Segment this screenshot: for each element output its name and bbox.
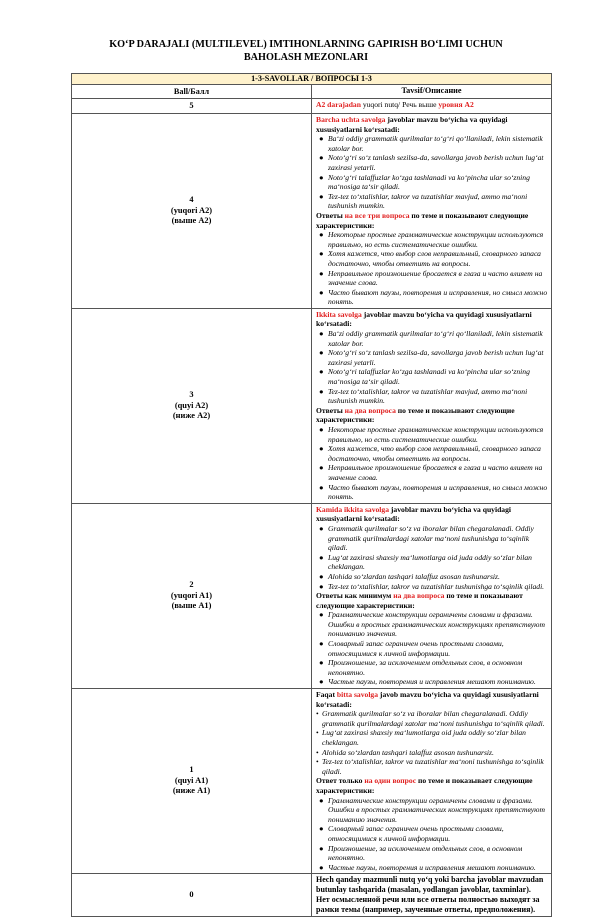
criterion-text: Произношение, за исключением отдельных слов, в основном непонятно. — [328, 843, 523, 863]
bullet-icon: ● — [319, 482, 324, 492]
score-value: 1 — [189, 765, 194, 775]
criterion-uz — [316, 553, 548, 572]
criterion-text: Alohida soʻzlardan tashqari talaffuz asosan tushunarsiz. — [328, 571, 500, 581]
criterion-text-ru: Нет осмысленной речи или все ответы полностью выходят за рамки темы (например, заученные ответы, предположения). — [316, 895, 540, 915]
criterion-uz — [316, 173, 548, 192]
criterion-uz — [316, 387, 548, 406]
criterion-text: Хотя кажется, что выбор слов неправильный, словарного запаса достаточно, чтобы ответить на вопросы. — [328, 249, 541, 268]
criterion-text: Произношение, за исключением отдельных слов, в основном непонятно. — [328, 658, 523, 677]
criteria-heading-ru — [316, 591, 548, 610]
score-row-1 — [72, 689, 552, 874]
score-5-description — [312, 99, 552, 114]
criteria-heading-ru — [316, 776, 548, 795]
bullet-icon: ● — [319, 425, 324, 434]
criterion-text: Tez-tez toʻxtalishlar, takror va tuzatishlar maʻnoni tushunishga toʻsqinlik qiladi. — [322, 757, 544, 776]
question-count-uz: bitta savolga — [336, 690, 379, 700]
question-count-ru: на один вопрос — [364, 776, 417, 786]
questions-band: 1-3-SAVOLLAR / ВОПРОСЫ 1-3 — [72, 74, 552, 85]
criterion-text: Alohida soʻzlardan tashqari talaffuz asosan tushunarsiz. — [322, 747, 494, 757]
criterion-text: Lugʻat zaxirasi shaxsiy maʻlumotlarga oid juda oddiy soʻzlar bilan cheklangan. — [322, 728, 526, 747]
criterion-ru — [316, 863, 548, 873]
criterion-uz — [316, 329, 548, 348]
score-2-description — [312, 503, 552, 688]
question-count-ru: на все три вопроса — [344, 210, 410, 220]
criterion-text: Notoʻgʻri soʻz tanlash sezilsa-da, savollarga javob berish uchun lugʻat zaxirasi yetarli. — [328, 153, 544, 172]
criterion-text: Частые паузы, повторения и исправления мешают пониманию. — [328, 862, 536, 872]
heading-rest: по теме и показывают следующие характеристики: — [316, 210, 529, 230]
score-0-description — [312, 874, 552, 917]
score-level-uz: (yuqori A1) — [170, 590, 213, 600]
criterion-text: Notoʻgʻri soʻz tanlash sezilsa-da, savollarga javob berish uchun lugʻat zaxirasi yetarli. — [328, 348, 544, 367]
criterion-ru — [316, 610, 548, 639]
bullet-icon: ● — [319, 268, 324, 278]
document-title — [0, 38, 612, 64]
score-row-3 — [72, 308, 552, 503]
bullet-icon: ● — [319, 552, 324, 562]
bullet-icon: ● — [319, 348, 324, 358]
bullet-icon: ● — [319, 571, 324, 581]
criterion-ru — [316, 288, 548, 307]
heading-rest: javob mavzu boʻyicha va quyidagi xususiyatlarni koʻrsatadi: — [316, 690, 539, 709]
heading-rest: по теме и показывает следующие характеристики: — [316, 776, 533, 795]
criterion-uz — [316, 748, 548, 758]
bullet-icon: ● — [319, 191, 324, 201]
heading-rest: по теме и показывают следующие характеристики: — [316, 591, 523, 610]
heading-rest: javoblar mavzu boʻyicha va quyidagi xususiyatlarni koʻrsatadi: — [316, 115, 508, 134]
level-text: yuqori nutq/ Речь выше — [360, 100, 439, 109]
score-level-uz: (yuqori A2) — [170, 205, 213, 215]
criterion-text: Некоторые простые грамматические конструкции используются правильно, но есть систематические ошибки. — [328, 230, 544, 249]
bullet-icon: ● — [319, 581, 324, 591]
column-header-description: Tavsif/Описание — [312, 85, 552, 99]
score-level-ru: (ниже A1) — [172, 786, 211, 796]
bullet-icon: ● — [319, 677, 324, 687]
criteria-heading-uz — [316, 690, 548, 709]
heading-start: Ответы — [316, 210, 345, 220]
level-highlight-uz: A2 darajadan — [316, 100, 361, 109]
criterion-text: Словарный запас ограничен очень простыми словами, относящимися к личной информации. — [328, 824, 504, 843]
criteria-heading-uz — [316, 310, 548, 329]
criterion-uz — [316, 524, 548, 553]
criterion-uz — [316, 572, 548, 582]
title-line-2: BAHOLASH MEZONLARI — [243, 52, 369, 63]
question-count-uz: Barcha uchta savolga — [316, 115, 386, 124]
criterion-uz — [316, 348, 548, 367]
column-header-ball: Ball/Балл — [72, 85, 312, 99]
bullet-icon: ● — [319, 249, 324, 259]
criterion-uz — [316, 709, 548, 728]
criterion-text: Grammatik qurilmalar soʻz va iboralar bilan chegaralanadi. Oddiy grammatik qurilmalardagi xatolar maʻnoni tushunishga toʻsqinlik qiladi. — [328, 523, 534, 553]
score-level-uz: (quyi A1) — [174, 775, 209, 785]
bullet-icon: • — [316, 747, 319, 757]
score-4 — [72, 114, 312, 309]
score-level-ru: (выше A1) — [171, 601, 212, 611]
criterion-uz — [316, 728, 548, 747]
criterion-ru — [316, 796, 548, 825]
title-line-1: KOʻP DARAJALI (MULTILEVEL) IMTIHONLARNING GAPIRISH BOʻLIMI UCHUN — [109, 39, 503, 50]
assessment-criteria-table — [71, 73, 552, 917]
score-row-2 — [72, 503, 552, 688]
criterion-uz — [316, 134, 548, 153]
score-3 — [72, 308, 312, 503]
criterion-ru — [316, 658, 548, 677]
criterion-ru — [316, 249, 548, 268]
score-2 — [72, 503, 312, 688]
score-5: 5 — [72, 99, 312, 114]
criterion-text: Grammatik qurilmalar soʻz va iboralar bilan chegaralanadi. Oddiy grammatik qurilmalardagi xatolar maʻnoni tushunishga toʻsqinlik qiladi. — [322, 709, 545, 728]
criterion-text: Хотя кажется, что выбор слов неправильный, словарного запаса достаточно, чтобы ответить на вопросы. — [328, 444, 541, 463]
bullet-icon: ● — [319, 444, 324, 454]
bullet-icon: ● — [319, 795, 324, 805]
heading-start: Ответы — [316, 405, 345, 415]
score-value: 3 — [189, 390, 194, 400]
bullet-icon: ● — [319, 230, 324, 240]
score-row-4 — [72, 114, 552, 309]
criterion-text: Lugʻat zaxirasi shaxsiy maʻlumotlarga oid juda oddiy soʻzlar bilan cheklangan. — [328, 552, 532, 572]
criterion-text: Notoʻgʻri talaffuzlar koʻzga tashlanadi va koʻpincha ular soʻzning maʻnosiga taʻsir qiladi. — [328, 172, 530, 192]
bullet-icon: • — [316, 709, 319, 719]
criterion-ru — [316, 483, 548, 502]
bullet-icon: ● — [319, 610, 324, 620]
questions-band-row — [72, 74, 552, 85]
criterion-ru — [316, 677, 548, 687]
bullet-icon: ● — [319, 329, 324, 339]
bullet-icon: ● — [319, 824, 324, 834]
question-count-uz: Kamida ikkita savolga — [316, 504, 389, 514]
criteria-heading-uz — [316, 505, 548, 524]
score-4-description — [312, 114, 552, 309]
score-3-description — [312, 308, 552, 503]
score-0: 0 — [72, 874, 312, 917]
criterion-text-uz: Hech qanday mazmunli nutq yoʻq yoki barcha javoblar mavzudan butunlay tashqarida (masalan, yodlangan javoblar, taxminlar). — [316, 875, 544, 895]
criterion-ru — [316, 444, 548, 463]
criterion-text: Tez-tez toʻxtalishlar, takror va tuzatishlar tushunishga toʻsqinlik qiladi. — [328, 581, 545, 591]
score-level-ru: (ниже A2) — [172, 411, 211, 421]
bullet-icon: ● — [319, 523, 324, 533]
criterion-uz — [316, 757, 548, 776]
criterion-text: Часто бывают паузы, повторения и исправления, но смысл можно понять. — [328, 287, 548, 307]
bullet-icon: ● — [319, 172, 324, 182]
heading-start: Ответ только — [316, 776, 365, 786]
criterion-uz — [316, 192, 548, 211]
criterion-ru — [316, 844, 548, 863]
bullet-icon: ● — [319, 386, 324, 396]
heading-rest: по теме и показывают следующие характеристики: — [316, 405, 515, 425]
criterion-text: Словарный запас ограничен очень простыми словами, относящимися к личной информации. — [328, 639, 504, 658]
criterion-ru — [316, 269, 548, 288]
bullet-icon: ● — [319, 843, 324, 853]
criterion-uz — [316, 367, 548, 386]
criterion-uz — [316, 153, 548, 172]
score-level-uz: (quyi A2) — [174, 400, 209, 410]
criterion-text: Частые паузы, повторения и исправления мешают пониманию. — [328, 677, 536, 687]
criterion-text: Baʻzi oddiy grammatik qurilmalar toʻgʻri qoʻllaniladi, lekin sistematik xatolar bor. — [328, 134, 543, 153]
criterion-ru — [316, 425, 548, 444]
criterion-text: Notoʻgʻri talaffuzlar koʻzga tashlanadi va koʻpincha ular soʻzning maʻnosiga taʻsir qiladi. — [328, 367, 530, 387]
criteria-heading-uz — [316, 115, 548, 134]
bullet-icon: ● — [319, 463, 324, 473]
header-row — [72, 85, 552, 99]
score-value: 4 — [189, 195, 194, 205]
heading-rest: javoblar mavzu boʻyicha va quyidagi xususiyatlarni koʻrsatadi: — [316, 504, 512, 524]
criterion-text: Неправильное произношение бросается в глаза и часто влияет на значение слова. — [328, 463, 543, 482]
criterion-ru — [316, 639, 548, 658]
bullet-icon: ● — [319, 639, 324, 649]
heading-start: Ответы как минимум — [316, 591, 394, 601]
criterion-ru — [316, 463, 548, 482]
criterion-text: Tez-tez toʻxtalishlar, takror va tuzatishlar mavjud, ammo maʻnoni tushunish mumkin. — [328, 386, 528, 406]
question-count-ru: на два вопроса — [344, 405, 396, 415]
criterion-text: Baʻzi oddiy grammatik qurilmalar toʻgʻri qoʻllaniladi, lekin sistematik xatolar bor. — [328, 329, 543, 348]
score-row-5 — [72, 99, 552, 114]
criterion-uz — [316, 582, 548, 592]
criteria-heading-ru — [316, 406, 548, 425]
bullet-icon: • — [316, 757, 319, 767]
criterion-text: Грамматические конструкции ограничены словами и фразами. Ошибки в простых грамматических конструкциях препятствуют пониманию значения. — [328, 795, 545, 824]
bullet-icon: ● — [319, 658, 324, 668]
criterion-text: Tez-tez toʻxtalishlar, takror va tuzatishlar mavjud, ammo maʻnoni tushunish mumkin. — [328, 191, 528, 211]
bullet-icon: ● — [319, 153, 324, 163]
level-highlight-ru: уровня А2 — [438, 100, 474, 109]
score-value: 2 — [189, 580, 194, 590]
bullet-icon: • — [316, 728, 319, 738]
bullet-icon: ● — [319, 287, 324, 297]
question-count-ru: на два вопроса — [393, 591, 445, 601]
heading-start: Faqat — [316, 690, 337, 700]
heading-rest: javoblar mavzu boʻyicha va quyidagi xususiyatlarni koʻrsatadi: — [316, 309, 532, 329]
score-1-description — [312, 689, 552, 874]
bullet-icon: ● — [319, 134, 324, 144]
score-row-0 — [72, 874, 552, 917]
question-count-uz: Ikkita savolga — [316, 309, 362, 319]
criterion-text: Часто бывают паузы, повторения и исправления, но смысл можно понять. — [328, 482, 548, 502]
bullet-icon: ● — [319, 367, 324, 377]
score-level-ru: (выше A2) — [171, 216, 212, 226]
criteria-heading-ru — [316, 211, 548, 230]
criterion-text: Неправильное произношение бросается в глаза и часто влияет на значение слова. — [328, 268, 543, 288]
criterion-text: Грамматические конструкции ограничены словами и фразами. Ошибки в простых грамматических конструкциях препятствуют пониманию значения. — [328, 610, 545, 639]
criterion-text: Некоторые простые грамматические конструкции используются правильно, но есть систематические ошибки. — [328, 425, 544, 444]
criterion-ru — [316, 824, 548, 843]
score-1 — [72, 689, 312, 874]
bullet-icon: ● — [319, 862, 324, 872]
criterion-ru — [316, 230, 548, 249]
